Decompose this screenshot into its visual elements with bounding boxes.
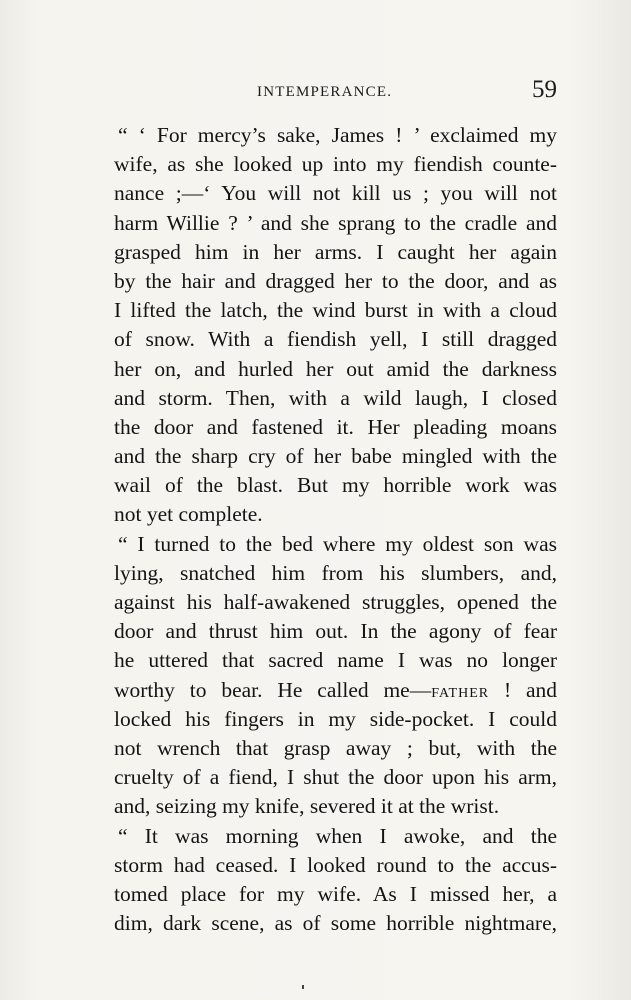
page-number: 59 (532, 76, 557, 103)
text-line: locked his fingers in my side-pocket. I could (114, 706, 557, 731)
text-line: her on, and hurled her out amid the darkness (114, 356, 557, 381)
text-line: of snow. With a fiendish yell, I still dragged (114, 327, 557, 352)
text-line: cruelty of a fiend, I shut the door upon his arm, (114, 765, 557, 790)
text-line: tomed place for my wife. As I missed her, a (114, 881, 557, 906)
text-fragment: ! and (489, 677, 557, 702)
text-line-father (114, 676, 557, 705)
text-line: by the hair and dragged her to the door, and as (114, 268, 557, 293)
text-line: storm had ceased. I looked round to the accus- (114, 852, 557, 877)
text-line: the door and fastened it. Her pleading moans (114, 414, 557, 439)
text-line: “ I turned to the bed where my oldest son was (118, 531, 557, 556)
text-line: I lifted the latch, the wind burst in with a cloud (114, 298, 557, 323)
text-line: not wrench that grasp away ; but, with the (114, 735, 557, 760)
body-text (114, 121, 557, 938)
text-line: not yet complete. (114, 502, 263, 527)
text-line: grasped him in her arms. I caught her again (114, 239, 557, 264)
text-line: lying, snatched him from his slumbers, and, (114, 560, 557, 585)
text-line: wife, as she looked up into my fiendish counte- (114, 152, 557, 177)
printer-mark (302, 985, 304, 989)
running-head (114, 78, 557, 110)
text-line: and storm. Then, with a wild laugh, I closed (114, 385, 557, 410)
text-line: harm Willie ? ’ and she sprang to the cradle and (114, 210, 557, 235)
text-line: nance ;—‘ You will not kill us ; you will not (114, 181, 557, 206)
text-line: dim, dark scene, as of some horrible nightmare, (114, 911, 557, 936)
text-line: and, seizing my knife, severed it at the wrist. (114, 794, 500, 819)
running-title: INTEMPERANCE. (257, 84, 393, 100)
text-line: “ ‘ For mercy’s sake, James ! ’ exclaimed my (118, 123, 557, 147)
text-line: door and thrust him out. In the agony of fear (114, 619, 557, 644)
text-fragment: worthy to bear. He called me— (114, 677, 432, 702)
small-caps-word: FATHER (431, 685, 490, 701)
text-line: and the sharp cry of her babe mingled with the (114, 444, 557, 469)
text-line: wail of the blast. But my horrible work was (114, 473, 557, 498)
text-line: against his half-awakened struggles, opened the (114, 590, 557, 614)
text-line: “ It was morning when I awoke, and the (118, 823, 557, 848)
text-line: he uttered that sacred name I was no longer (114, 648, 557, 673)
